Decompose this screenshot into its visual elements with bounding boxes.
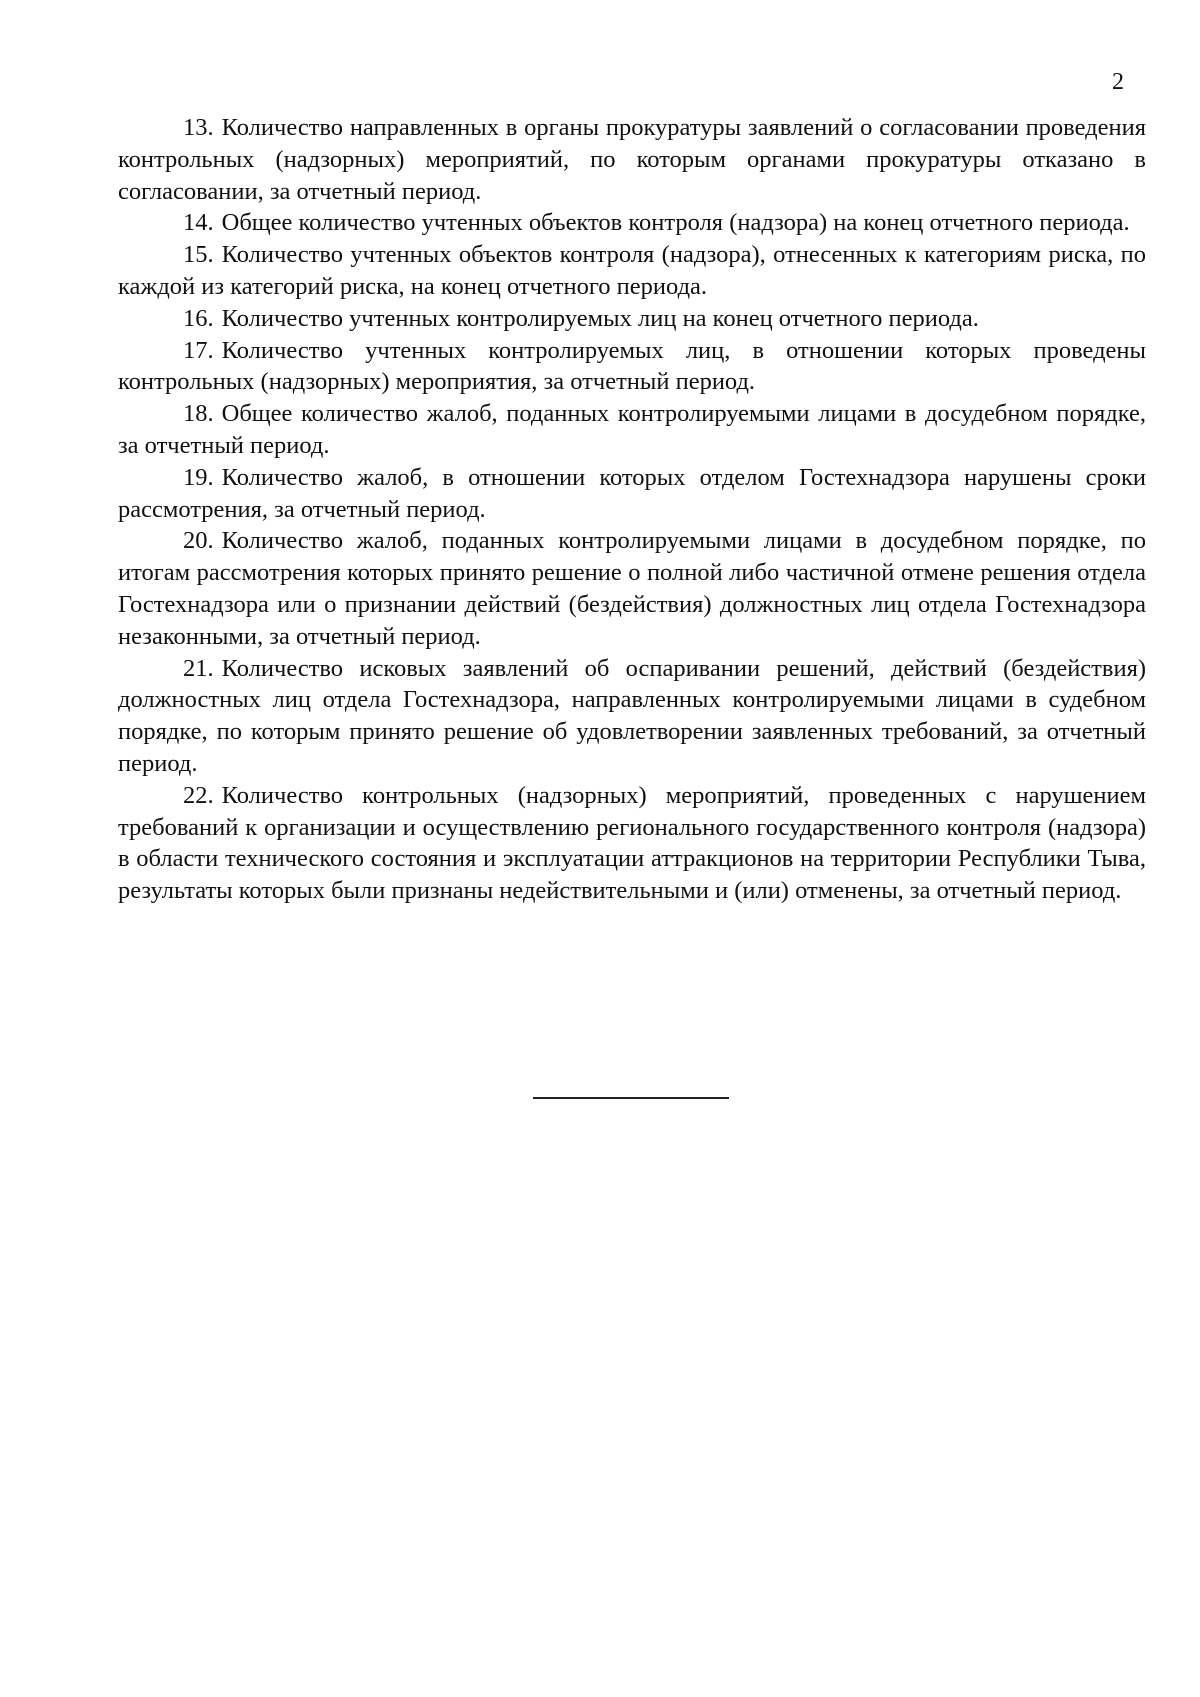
paragraph-number: 20.: [183, 527, 214, 555]
paragraph-number: 22.: [183, 781, 214, 809]
paragraph-number: 16.: [183, 304, 214, 332]
paragraph-number: 19.: [183, 463, 214, 491]
page-number: 2: [1112, 69, 1124, 95]
paragraph-21: [118, 653, 1146, 780]
paragraph-text: Общее количество учтенных объектов контроля (надзора) на конец отчетного периода.: [221, 209, 1130, 237]
paragraph-text: Количество жалоб, поданных контролируемыми лицами в досудебном порядке, по итогам рассмотрения которых принято решение о полной либо частичной отмене решения отдела Гостехнадзора или о признании действий (бездействия) должностных лиц отдела Гостехнадзора незаконными, за отчетный период.: [118, 527, 1146, 650]
paragraph-text: Количество направленных в органы прокуратуры заявлений о согласовании проведения контрольных (надзорных) мероприятий, по которым органами прокуратуры отказано в согласовании, за отчетный период.: [118, 114, 1146, 205]
paragraph-number: 14.: [183, 209, 214, 237]
paragraph-15: [118, 239, 1146, 303]
paragraph-20: [118, 525, 1146, 652]
paragraph-text: Количество учтенных объектов контроля (надзора), отнесенных к категориям риска, по каждой из категорий риска, на конец отчетного периода.: [118, 241, 1146, 300]
paragraph-14: [118, 207, 1146, 239]
paragraph-number: 17.: [183, 336, 214, 364]
paragraph-number: 15.: [183, 241, 214, 269]
paragraph-17: [118, 335, 1146, 399]
closing-divider: [533, 1097, 729, 1099]
paragraph-18: [118, 398, 1146, 462]
paragraph-text: Количество исковых заявлений об оспаривании решений, действий (бездействия) должностных лиц отдела Гостехнадзора, направленных контролируемыми лицами в судебном порядке, по которым принято решение об удовлетворении заявленных требований, за отчетный период.: [118, 654, 1146, 777]
paragraph-text: Количество учтенных контролируемых лиц на конец отчетного периода.: [221, 304, 979, 332]
paragraph-number: 21.: [183, 654, 214, 682]
document-body: [118, 112, 1146, 907]
paragraph-13: [118, 112, 1146, 207]
paragraph-number: 18.: [183, 400, 214, 428]
paragraph-text: Количество жалоб, в отношении которых отделом Гостехнадзора нарушены сроки рассмотрения, за отчетный период.: [118, 463, 1146, 523]
paragraph-text: Количество учтенных контролируемых лиц, в отношении которых проведены контрольных (надзорных) мероприятия, за отчетный период.: [118, 336, 1146, 396]
paragraph-text: Количество контрольных (надзорных) мероприятий, проведенных с нарушением требований к организации и осуществлению регионального государственного контроля (надзора) в области технического состояния и эксплуатации аттракционов на территории Республики Тыва, результаты которых были признаны недействительными и (или) отменены, за отчетный период.: [118, 781, 1146, 905]
paragraph-text: Общее количество жалоб, поданных контролируемыми лицами в досудебном порядке, за отчетный период.: [118, 400, 1146, 459]
paragraph-number: 13.: [183, 114, 214, 141]
paragraph-16: [118, 303, 1146, 335]
paragraph-22: [118, 780, 1146, 907]
paragraph-19: [118, 462, 1146, 526]
